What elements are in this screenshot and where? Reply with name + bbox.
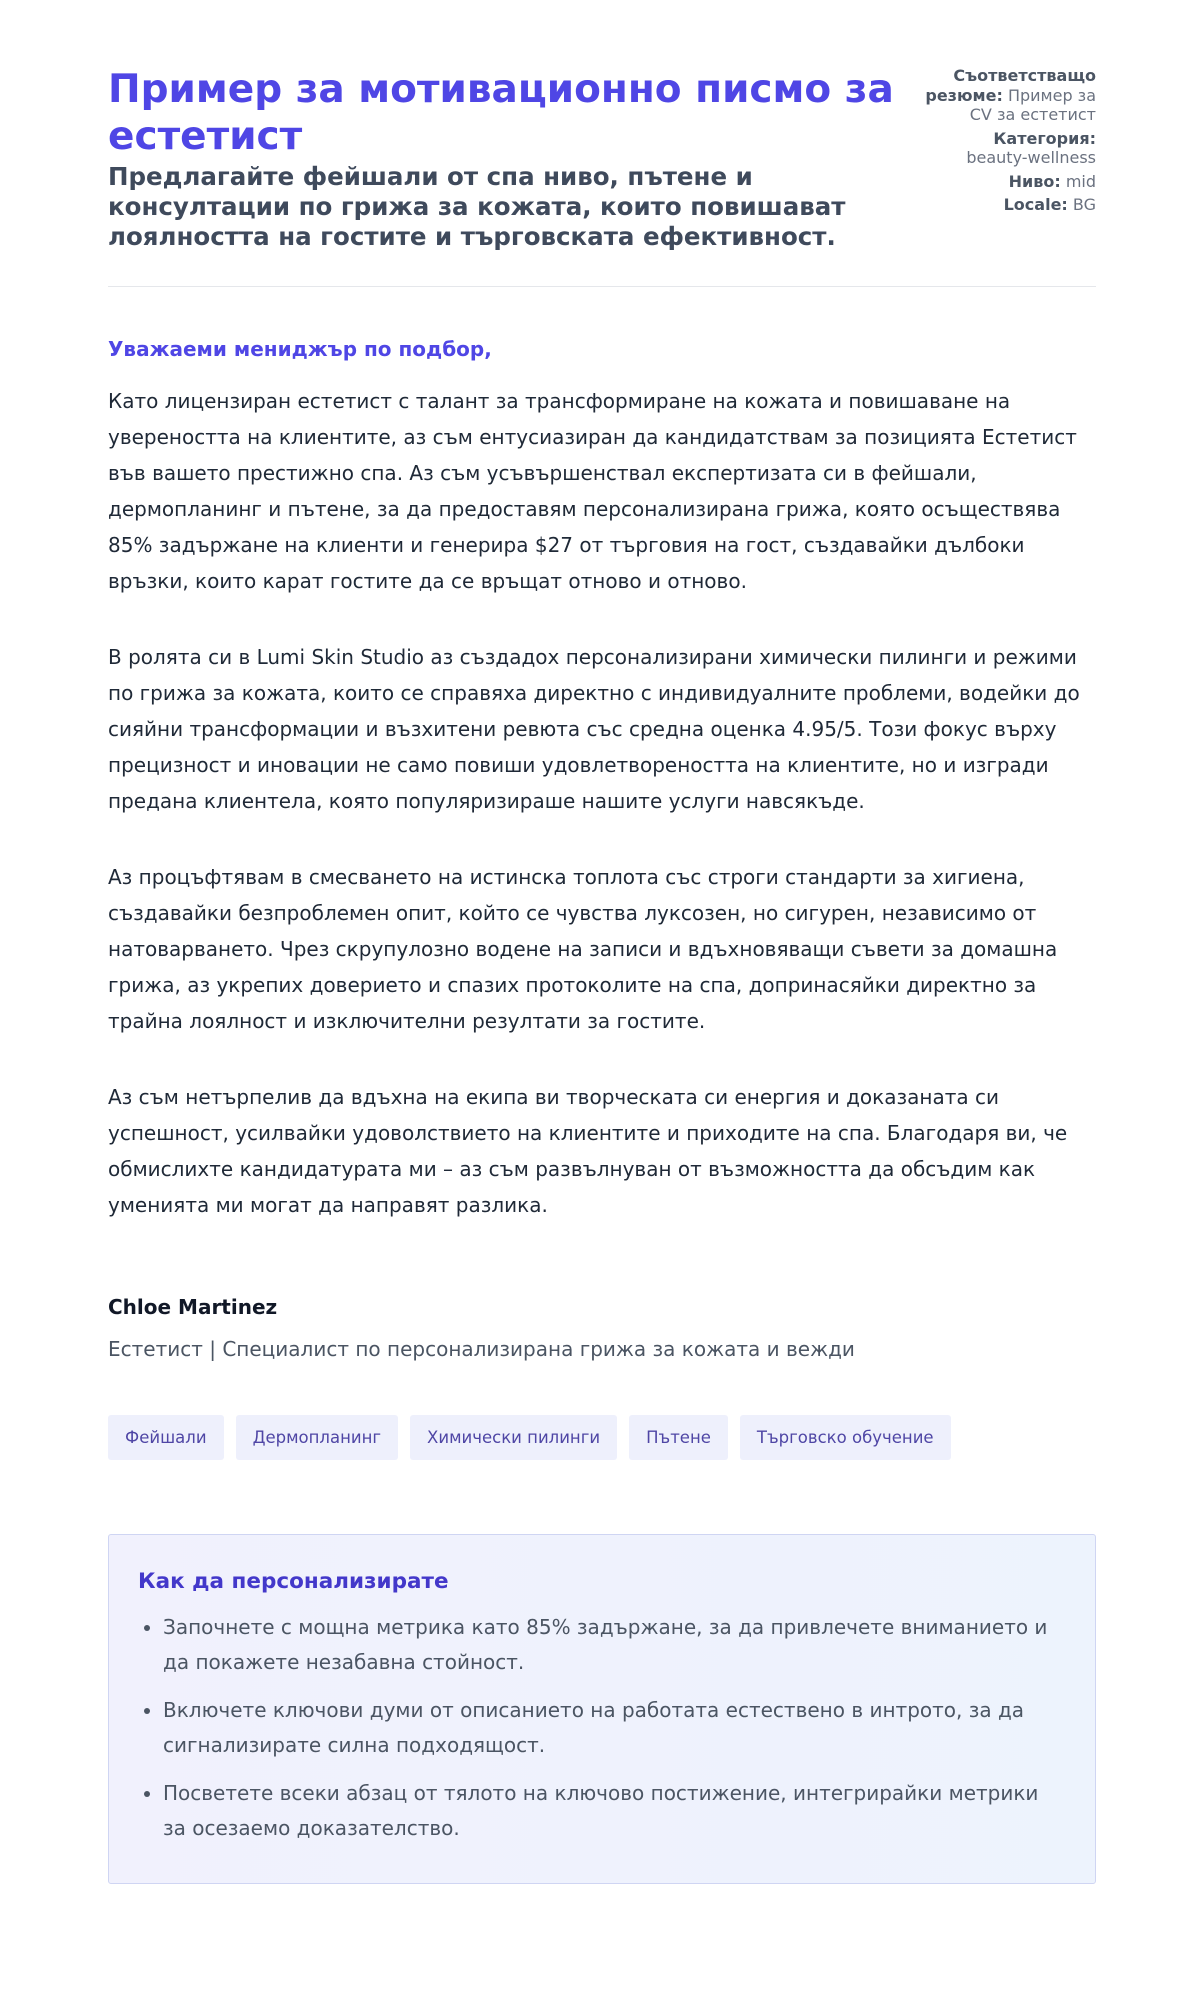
letter-paragraph: В ролята си в Lumi Skin Studio аз създадох персонализирани химически пилинги и режими по грижа за кожата, които се справяха директно с индивидуалните проблеми, водейки до сияйни трансформации и възхитени ревюта със средна оценка 4.95/5. Този фокус върху прецизност и иновации не само повиши удовлетвореността на клиентите, но и изгради предана клиентела, която популяризираше нашите услуги навсякъде. xyxy=(108,645,1080,813)
letter-paragraph: Аз процъфтявам в смесването на истинска топлота със строги стандарти за хигиена, създавайки безпроблемен опит, който се чувства луксозен, но сигурен, независимо от натоварването. Чрез скрупулозно водене на записи и вдъхновяващи съвети за домашна грижа, аз укрепих доверието и спазих протоколите на спа, допринасяйки директно за трайна лоялност и изключителни резултати за гостите. xyxy=(108,865,1058,1033)
signature-name: Chloe Martinez xyxy=(108,1295,278,1319)
meta-panel xyxy=(916,66,1096,219)
skill-tag: Дермопланинг xyxy=(236,1415,398,1460)
tips-list xyxy=(138,1610,1066,1846)
skill-tags xyxy=(108,1415,1096,1460)
skill-tag: Търговско обучение xyxy=(740,1415,951,1460)
meta-resume-value: Пример за CV за естетист xyxy=(969,85,1096,124)
letter-body xyxy=(108,383,1096,1223)
page-header xyxy=(108,66,1096,287)
tips-title: Как да персонализирате xyxy=(138,1569,449,1594)
meta-resume-label: Съответстващо резюме: xyxy=(925,66,1096,105)
cover-letter-page xyxy=(108,66,1096,1884)
header-text xyxy=(108,66,908,252)
tip-item: • Включете ключови думи от описанието на работата естествено в интрото, за да сигнализирате силна подходящост. xyxy=(163,1693,1066,1763)
skill-tag: Фейшали xyxy=(108,1415,224,1460)
page-subtitle: Предлагайте фейшали от спа ниво, пътене и консултации по грижа за кожата, които повишават лоялността на гостите и търговската ефективност. xyxy=(108,162,846,251)
meta-resume xyxy=(916,66,1096,125)
meta-category-value: beauty-wellness xyxy=(966,148,1096,167)
signature-title: Естетист | Специалист по персонализирана грижа за кожата и вежди xyxy=(108,1337,855,1361)
tip-item: • Посветете всеки абзац от тялото на ключово постижение, интегрирайки метрики за осезаемо доказателство. xyxy=(163,1776,1066,1846)
letter-greeting: Уважаеми мениджър по подбор, xyxy=(108,337,492,361)
meta-locale-label: Locale: xyxy=(1003,195,1068,214)
meta-category xyxy=(916,129,1096,168)
page-title: Пример за мотивационно писмо за естетист xyxy=(108,67,894,159)
meta-level xyxy=(916,172,1096,192)
skill-tag: Пътене xyxy=(629,1415,728,1460)
personalization-tips xyxy=(108,1534,1096,1884)
meta-category-label: Категория: xyxy=(993,128,1096,148)
meta-level-value: mid xyxy=(1065,171,1096,191)
skill-tag: Химически пилинги xyxy=(410,1415,617,1460)
letter-paragraph: Аз съм нетърпелив да вдъхна на екипа ви творческата си енергия и доказаната си успешност, усилвайки удоволствието на клиентите и приходите на спа. Благодаря ви, че обмислихте кандидатурата ми – аз съм развълнуван от възможността да обсъдим как уменията ми могат да направят разлика. xyxy=(108,1085,1068,1217)
meta-level-label: Ниво: xyxy=(1008,171,1061,191)
tip-item: • Започнете с мощна метрика като 85% задържане, за да привлечете вниманието и да покажете незабавна стойност. xyxy=(163,1610,1066,1680)
meta-locale-value: BG xyxy=(1072,195,1096,214)
letter-paragraph: Като лицензиран естетист с талант за трансформиране на кожата и повишаване на увереността на клиентите, аз съм ентусиазиран да кандидатствам за позицията Естетист във вашето престижно спа. Аз съм усъвършенствал експертизата си в фейшали, дермопланинг и пътене, за да предоставям персонализирана грижа, която осъществява 85% задържане на клиенти и генерира $27 от търговия на гост, създавайки дълбоки връзки, които карат гостите да се връщат отново и отново. xyxy=(108,389,1077,593)
meta-locale xyxy=(916,195,1096,215)
